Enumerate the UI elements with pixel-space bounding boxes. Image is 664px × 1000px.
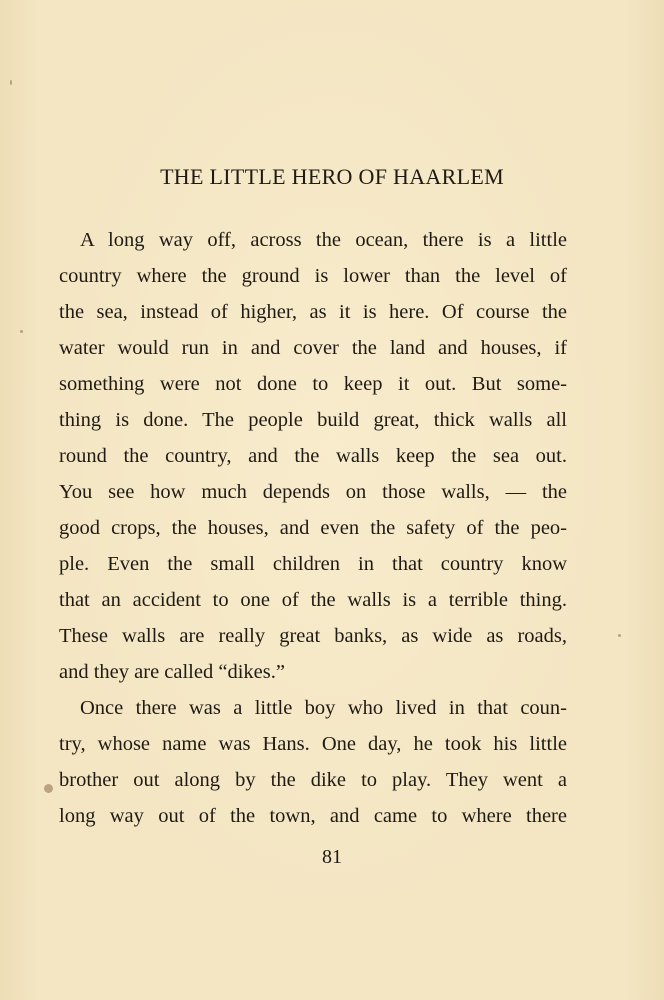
text-line: country where the ground is lower than the level of [59,265,567,287]
text-line: These walls are really great banks, as wide as roads, [59,625,567,647]
text-line: A long way off, across the ocean, there is a little [80,229,567,251]
text-line: water would run in and cover the land and houses, if [59,337,567,359]
text-line: brother out along by the dike to play. They went a [59,769,567,791]
paper-speck [20,330,23,333]
page-number: 81 [322,846,342,868]
text-line: thing is done. The people build great, thick walls all [59,409,567,431]
text-line: and they are called “dikes.” [59,661,285,683]
text-line: long way out of the town, and came to where there [59,805,567,827]
ink-blot [44,784,53,793]
text-line: Once there was a little boy who lived in that coun- [80,697,567,719]
paper-speck [10,80,12,85]
text-line: that an accident to one of the walls is a terrible thing. [59,589,567,611]
text-line: the sea, instead of higher, as it is here. Of course the [59,301,567,323]
text-line: round the country, and the walls keep the sea out. [59,445,567,467]
text-line: something were not done to keep it out. But some- [59,373,567,395]
text-line: try, whose name was Hans. One day, he took his little [59,733,567,755]
page-title: THE LITTLE HERO OF HAARLEM [160,164,504,189]
text-line: good crops, the houses, and even the safety of the peo- [59,517,567,539]
paper-speck [618,634,621,637]
text-line: ple. Even the small children in that country know [59,553,567,575]
text-line: You see how much depends on those walls, — the [59,481,567,503]
